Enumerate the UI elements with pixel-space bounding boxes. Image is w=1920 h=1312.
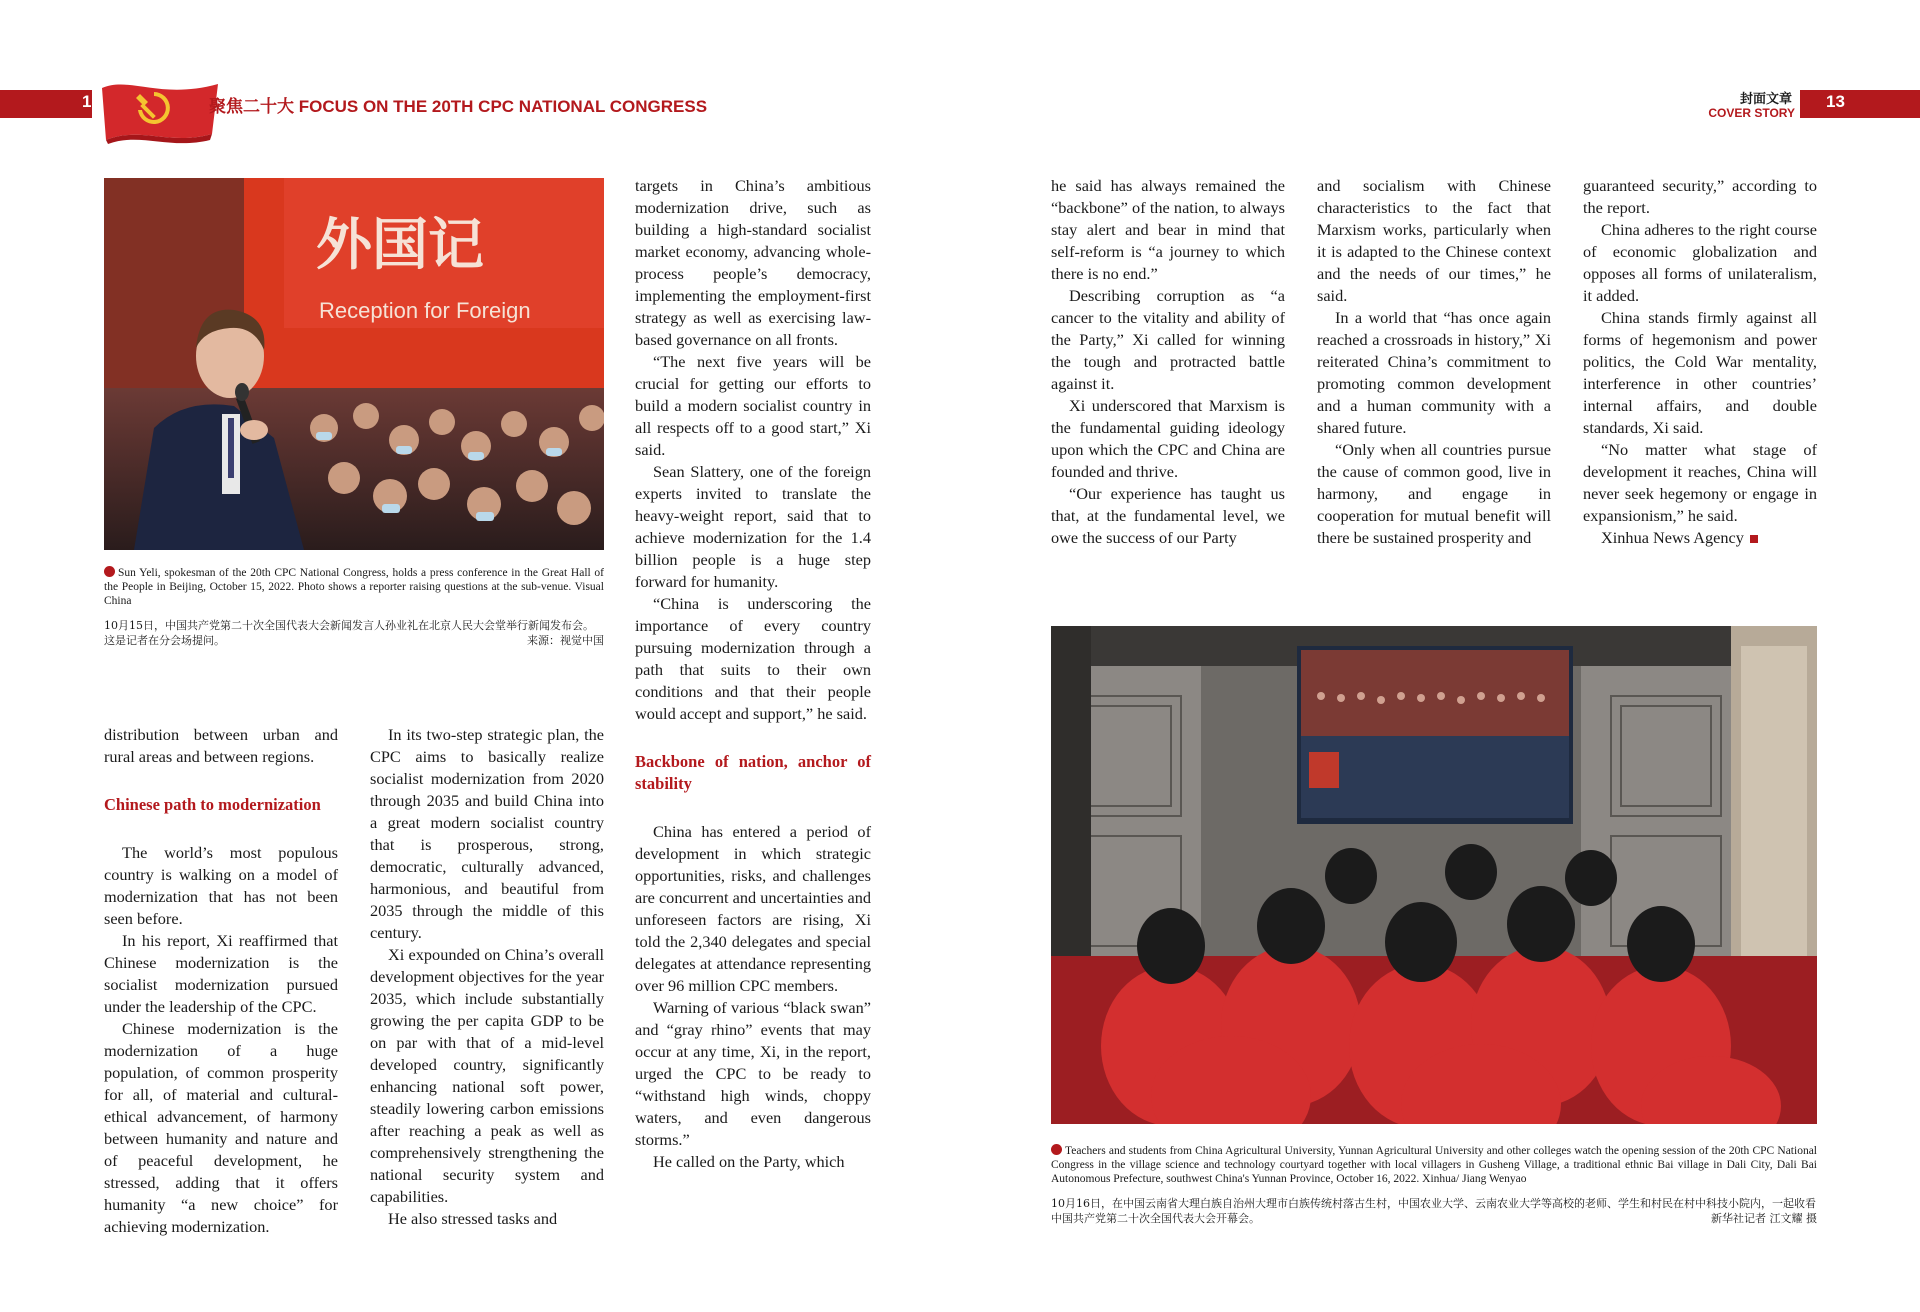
paragraph: and socialism with Chinese characteristics to the fact that Marxism works, particularly when it is adapted to the Chinese context and the needs of our times,” he said. [1317,176,1551,305]
text-column-6 [1583,175,1817,549]
paragraph: guaranteed security,” according to the report. [1583,176,1817,217]
photo2-caption-cn: 10月16日，在中国云南省大理白族自治州大理市白族传统村落古生村，中国农业大学、云南农业大学等高校的老师、学生和村民在村中科技小院内，一起收看中国共产党第二十次全国代表大会开幕会。 新华社记者 江文耀 摄 [1051,1197,1817,1225]
left-page-number: 12 [82,92,101,111]
paragraph: He called on the Party, which [653,1152,845,1171]
paragraph: targets in China’s ambitious modernization drive, such as building a high-standard socialist market economy, advancing whole-process people’s democracy, implementing the employment-first strategy as well as exercising law-based governance on all fronts. [635,176,871,349]
paragraph: Xi underscored that Marxism is the fundamental guiding ideology upon which the CPC and China are founded and thrive. [1051,396,1285,481]
text-column-1 [104,724,338,1238]
paragraph: Chinese modernization is the modernization of a huge population, of common prosperity for all, of material and cultural-ethical advancement, of harmony between humanity and nature and of peaceful development, he stressed, adding that it offers humanity “a new choice” for achieving modernization. [104,1019,338,1236]
backdrop-text-en: Reception for Foreign [319,298,531,323]
paragraph: Sean Slattery, one of the foreign experts invited to translate the heavy-weight report, said that to achieve modernization for the 1.4 billion people is a huge step forward for humanity. [635,462,871,591]
paragraph: He also stressed tasks and [388,1209,558,1228]
section-heading-backbone: Backbone of nation, anchor of stability [635,752,871,793]
paragraph: The world’s most populous country is walking on a model of modernization that has not been seen before. [104,843,338,928]
right-page-number: 13 [1826,92,1845,111]
paragraph: “Only when all countries pursue the cause of common good, live in harmony, and engage in cooperation for mutual benefit will there be sustained prosperity and [1317,440,1551,547]
village-screening-photo [1051,626,1817,1124]
header-title: 聚焦二十大 FOCUS ON THE 20TH CPC NATIONAL CONGRESS [209,97,708,116]
caption-marker-icon [104,566,115,577]
photo1-caption-cn: 10月15日，中国共产党第二十次全国代表大会新闻发言人孙业礼在北京人民大会堂举行新闻发布会。这是记者在分会场提问。 来源：视觉中国 [104,619,604,647]
paragraph: Xi expounded on China’s overall development objectives for the year 2035, which include substantially growing the per capita GDP to be on par with that of a mid-level developed country, significantly enhancing national soft power, steadily lowering carbon emissions after reaching a peak as well as comprehensively strengthening the national security system and capabilities. [370,945,604,1206]
paragraph: China stands firmly against all forms of hegemonism and power politics, the Cold War mentality, interference in other countries’ internal affairs, and double standards, Xi said. [1583,308,1817,437]
photo2-caption-en: Teachers and students from China Agricultural University, Yunnan Agricultural University and other colleges watch the opening session of the 20th CPC National Congress in the village science and technology courtyard together with local villagers in Gusheng Village, a traditional ethnic Bai village in Dali City, Dali Bai Autonomous Prefecture, southwest China's Yunnan Province, October 16, 2022. Xinhua/ Jiang Wenyao [1051,1145,1817,1185]
paragraph: China adheres to the right course of economic globalization and opposes all forms of unilateralism, it added. [1583,220,1817,305]
press-conference-photo [104,178,604,550]
paragraph: China has entered a period of development in which strategic opportunities, risks, and challenges are concurrent and uncertainties and unforeseen factors are rising, Xi told the 2,340 delegates and special delegates at attendance representing over 96 million CPC members. [635,822,871,995]
byline: Xinhua News Agency [1583,527,1817,549]
section-label-en: COVER STORY [1708,106,1795,120]
text-column-4 [1051,175,1285,549]
paragraph: Describing corruption as “a cancer to the vitality and ability of the Party,” Xi called for winning the tough and protracted battle against it. [1051,286,1285,393]
paragraph: In its two-step strategic plan, the CPC aims to basically realize socialist modernization from 2020 through 2035 and build China into a great modern socialist country that is prosperous, strong, democratic, culturally advanced, harmonious, and beautiful from 2035 through the middle of this century. [370,725,604,942]
header-bar-right [1800,90,1920,118]
paragraph: he said has always remained the “backbone” of the nation, to always stay alert and bear in mind that self-reform is “a journey to which there is no end.” [1051,176,1285,283]
photo1-caption-en: Sun Yeli, spokesman of the 20th CPC National Congress, holds a press conference in the Great Hall of the People in Beijing, October 15, 2022. Photo shows a reporter raising questions at the sub-venue. Visual China [104,567,604,607]
paragraph: “Our experience has taught us that, at the fundamental level, we owe the success of our Party [1051,484,1285,547]
paragraph: “China is underscoring the importance of every country pursuing modernization through a path that suits to their own conditions and that their people would accept and support,” he said. [635,594,871,723]
photo2-credit: 新华社记者 江文耀 摄 [1711,1212,1817,1225]
paragraph: In a world that “has once again reached a crossroads in history,” Xi reiterated China’s commitment to promoting common development and a human community with a shared future. [1317,308,1551,437]
caption-marker-icon [1051,1144,1062,1155]
section-label-cn: 封面文章 [1739,91,1792,106]
paragraph: “The next five years will be crucial for getting our efforts to build a modern socialist country in all respects off to a good start,” Xi said. [635,352,871,459]
paragraph: Warning of various “black swan” and “gray rhino” events that may occur at any time, Xi, in the report, urged the CPC to be ready to “withstand high winds, choppy waters, and even dangerous storms.” [635,998,871,1149]
section-heading-modernization: Chinese path to modernization [104,795,321,814]
paragraph: “No matter what stage of development it reaches, China will never seek hegemony or engage in expansionism,” he said. [1583,440,1817,525]
backdrop-text-cn: 外国记 [316,212,484,278]
text-column-2 [370,724,604,1230]
paragraph: distribution between urban and rural areas and between regions. [104,725,338,766]
paragraph: In his report, Xi reaffirmed that Chinese modernization is the socialist modernization pursued under the leadership of the CPC. [104,931,338,1016]
text-column-5 [1317,175,1551,549]
text-column-3 [635,175,871,1173]
party-flag-icon [100,74,220,146]
end-mark-icon [1750,535,1758,543]
photo1-credit: 来源：视觉中国 [527,634,604,647]
header-bar-left [0,90,92,118]
